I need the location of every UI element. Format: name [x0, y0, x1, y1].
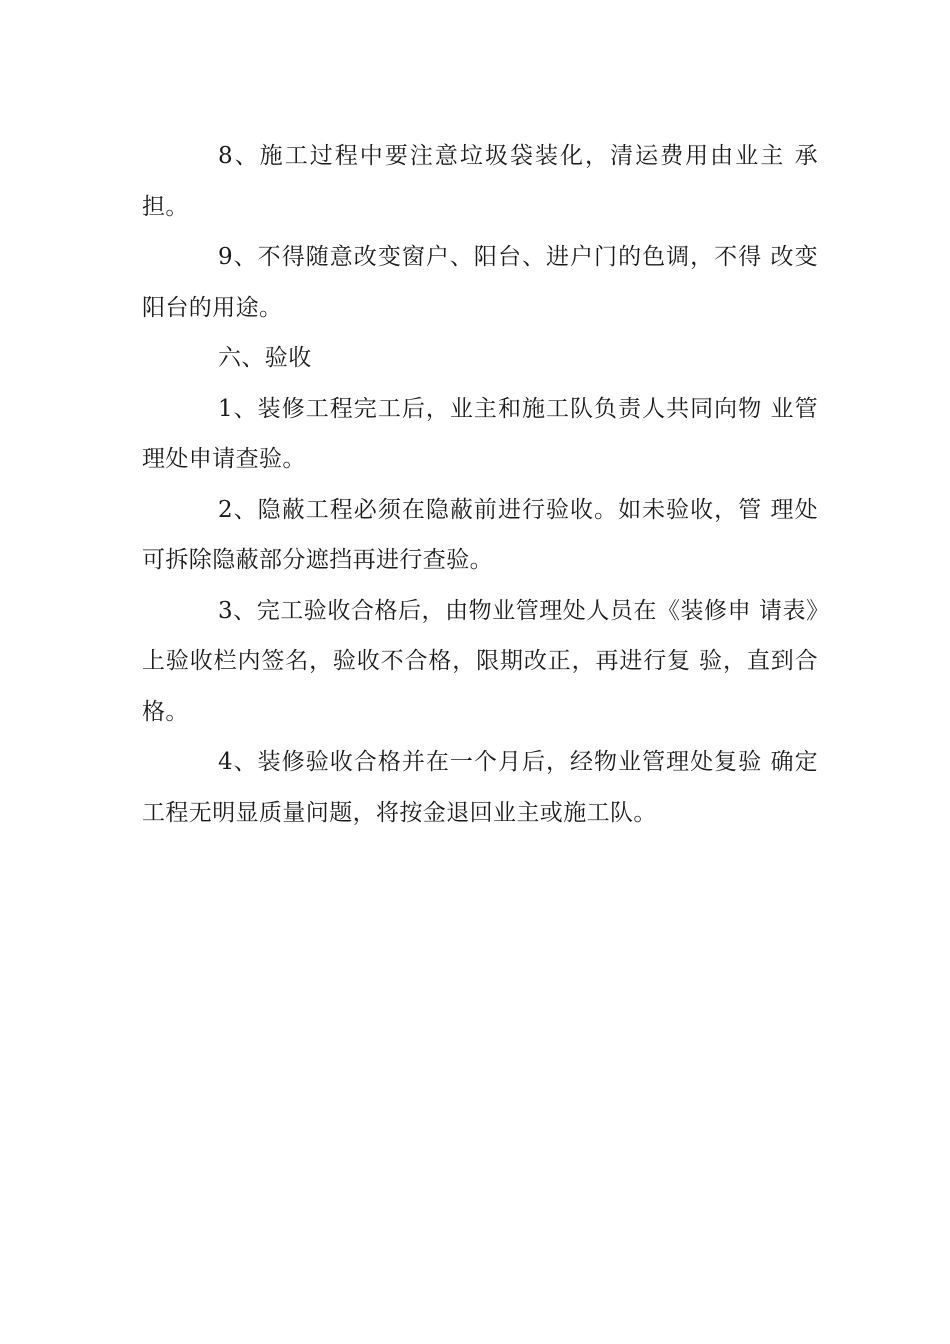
paragraph-acceptance-4: 4、装修验收合格并在一个月后，经物业管理处复验 确定工程无明显质量问题，将按金退回业主或施工队。: [142, 749, 818, 826]
paragraph-acceptance-1: 1、装修工程完工后，业主和施工队负责人共同向物 业管理处申请查验。: [142, 395, 818, 472]
paragraph-acceptance-3: 3、完工验收合格后，由物业管理处人员在《装修申 请表》上验收栏内签名，验收不合格，限期改正，再进行复 验，直到合格。: [142, 597, 818, 725]
paragraph-acceptance-2: 2、隐蔽工程必须在隐蔽前进行验收。如未验收，管 理处可拆除隐蔽部分遮挡再进行查验。: [142, 496, 818, 573]
paragraph-item-9: 9、不得随意改变窗户、阳台、进户门的色调，不得 改变阳台的用途。: [142, 244, 818, 321]
section-heading-acceptance: 六、验收: [218, 345, 312, 371]
paragraph-item-8: 8、施工过程中要注意垃圾袋装化，清运费用由业主 承担。: [142, 143, 818, 220]
document-body: [142, 131, 818, 838]
